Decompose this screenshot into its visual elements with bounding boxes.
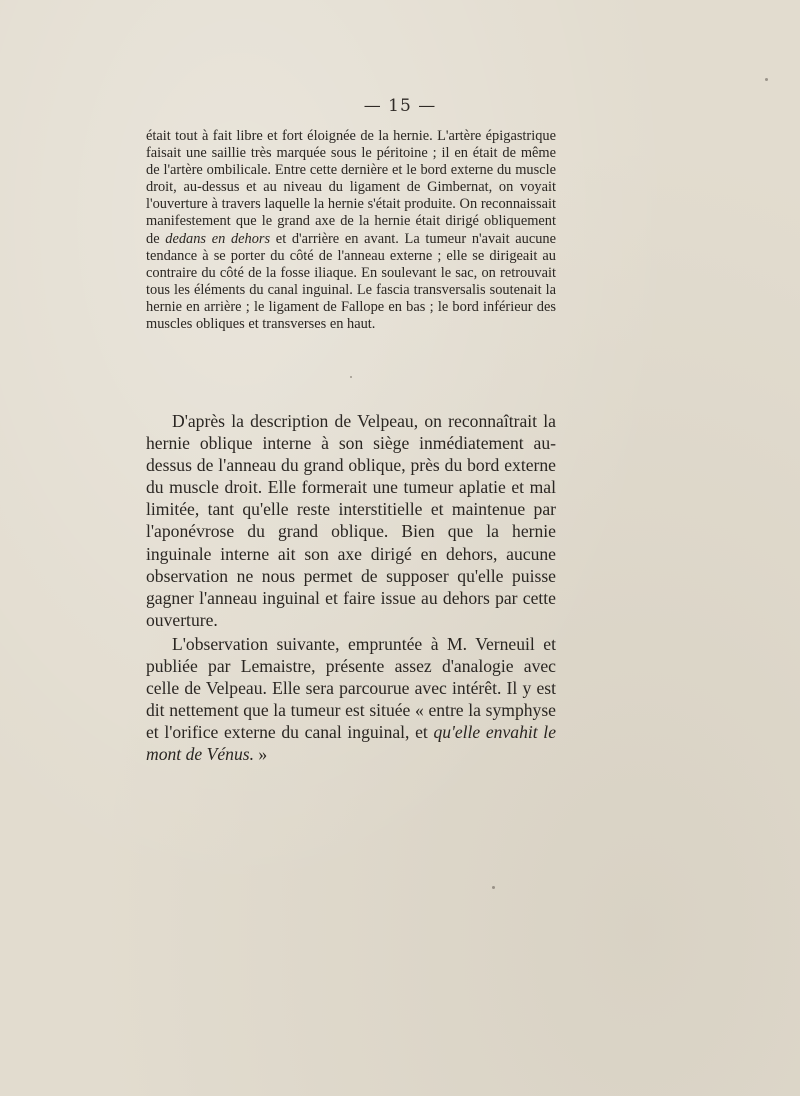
- italic-phrase: dedans en dehors: [165, 230, 271, 247]
- paper-speck: [492, 886, 495, 889]
- page-number-header: — 15 —: [363, 96, 437, 116]
- paragraph-text-part: »: [254, 744, 268, 765]
- paragraph-text: [146, 128, 556, 333]
- paragraph-text-part: et d'arrière en avant. La tumeur n'avait aucune tendance à se porter du côté de l'anneau externe ; elle se dirigeait au contraire du côté de la fosse iliaque. En soulevant le sac, on retrouvait tous les éléments du canal inguinal. Le fascia transversalis soutenait la hernie en arrière ; le ligament de Fallope en bas ; le bord inférieur des muscles obliques et transverses en haut.: [146, 230, 556, 333]
- italic-phrase: qu'elle envahit le mont de Vénus.: [146, 722, 557, 765]
- paragraph-continuation: [146, 128, 556, 333]
- paragraph-observation: [146, 633, 556, 766]
- paragraph-text-part: était tout à fait libre et fort éloignée de la hernie. L'artère épigastrique faisait une saillie très marquée sous le péritoine ; il en était de même de l'artère ombilicale. Entre cette dernière et le bord externe du muscle droit, au-dessus et au niveau du ligament de Gimbernat, on voyait l'ouverture à travers laquelle la hernie s'était produite. On reconnaissait manifestement que le grand axe de la hernie était dirigé obliquement de: [146, 128, 556, 247]
- paper-speck: [350, 376, 352, 378]
- paragraph-text: D'après la description de Velpeau, on reconnaîtrait la hernie oblique interne à son siège inmédiatement au-dessus de l'anneau du grand oblique, près du bord externe du muscle droit. Elle formerait une tumeur aplatie et mal limitée, tant qu'elle reste interstitielle et maintenue par l'aponévrose du grand oblique. Bien que la hernie inguinale interne ait son axe dirigé en dehors, aucune observation ne nous permet de supposer qu'elle puisse gagner l'anneau inguinal et faire issue au dehors par cette ouverture.: [146, 411, 556, 630]
- paragraph-text-part: L'observation suivante, empruntée à M. Verneuil et publiée par Lemaistre, présente assez d'analogie avec celle de Velpeau. Elle sera parcourue avec intérêt. Il y est dit nettement que la tumeur est située « entre la symphyse et l'orifice externe du canal inguinal, et: [146, 634, 556, 743]
- paragraph-text: [146, 633, 556, 766]
- paragraph-velpeau-description: [146, 410, 556, 631]
- paper-speck: [765, 78, 768, 81]
